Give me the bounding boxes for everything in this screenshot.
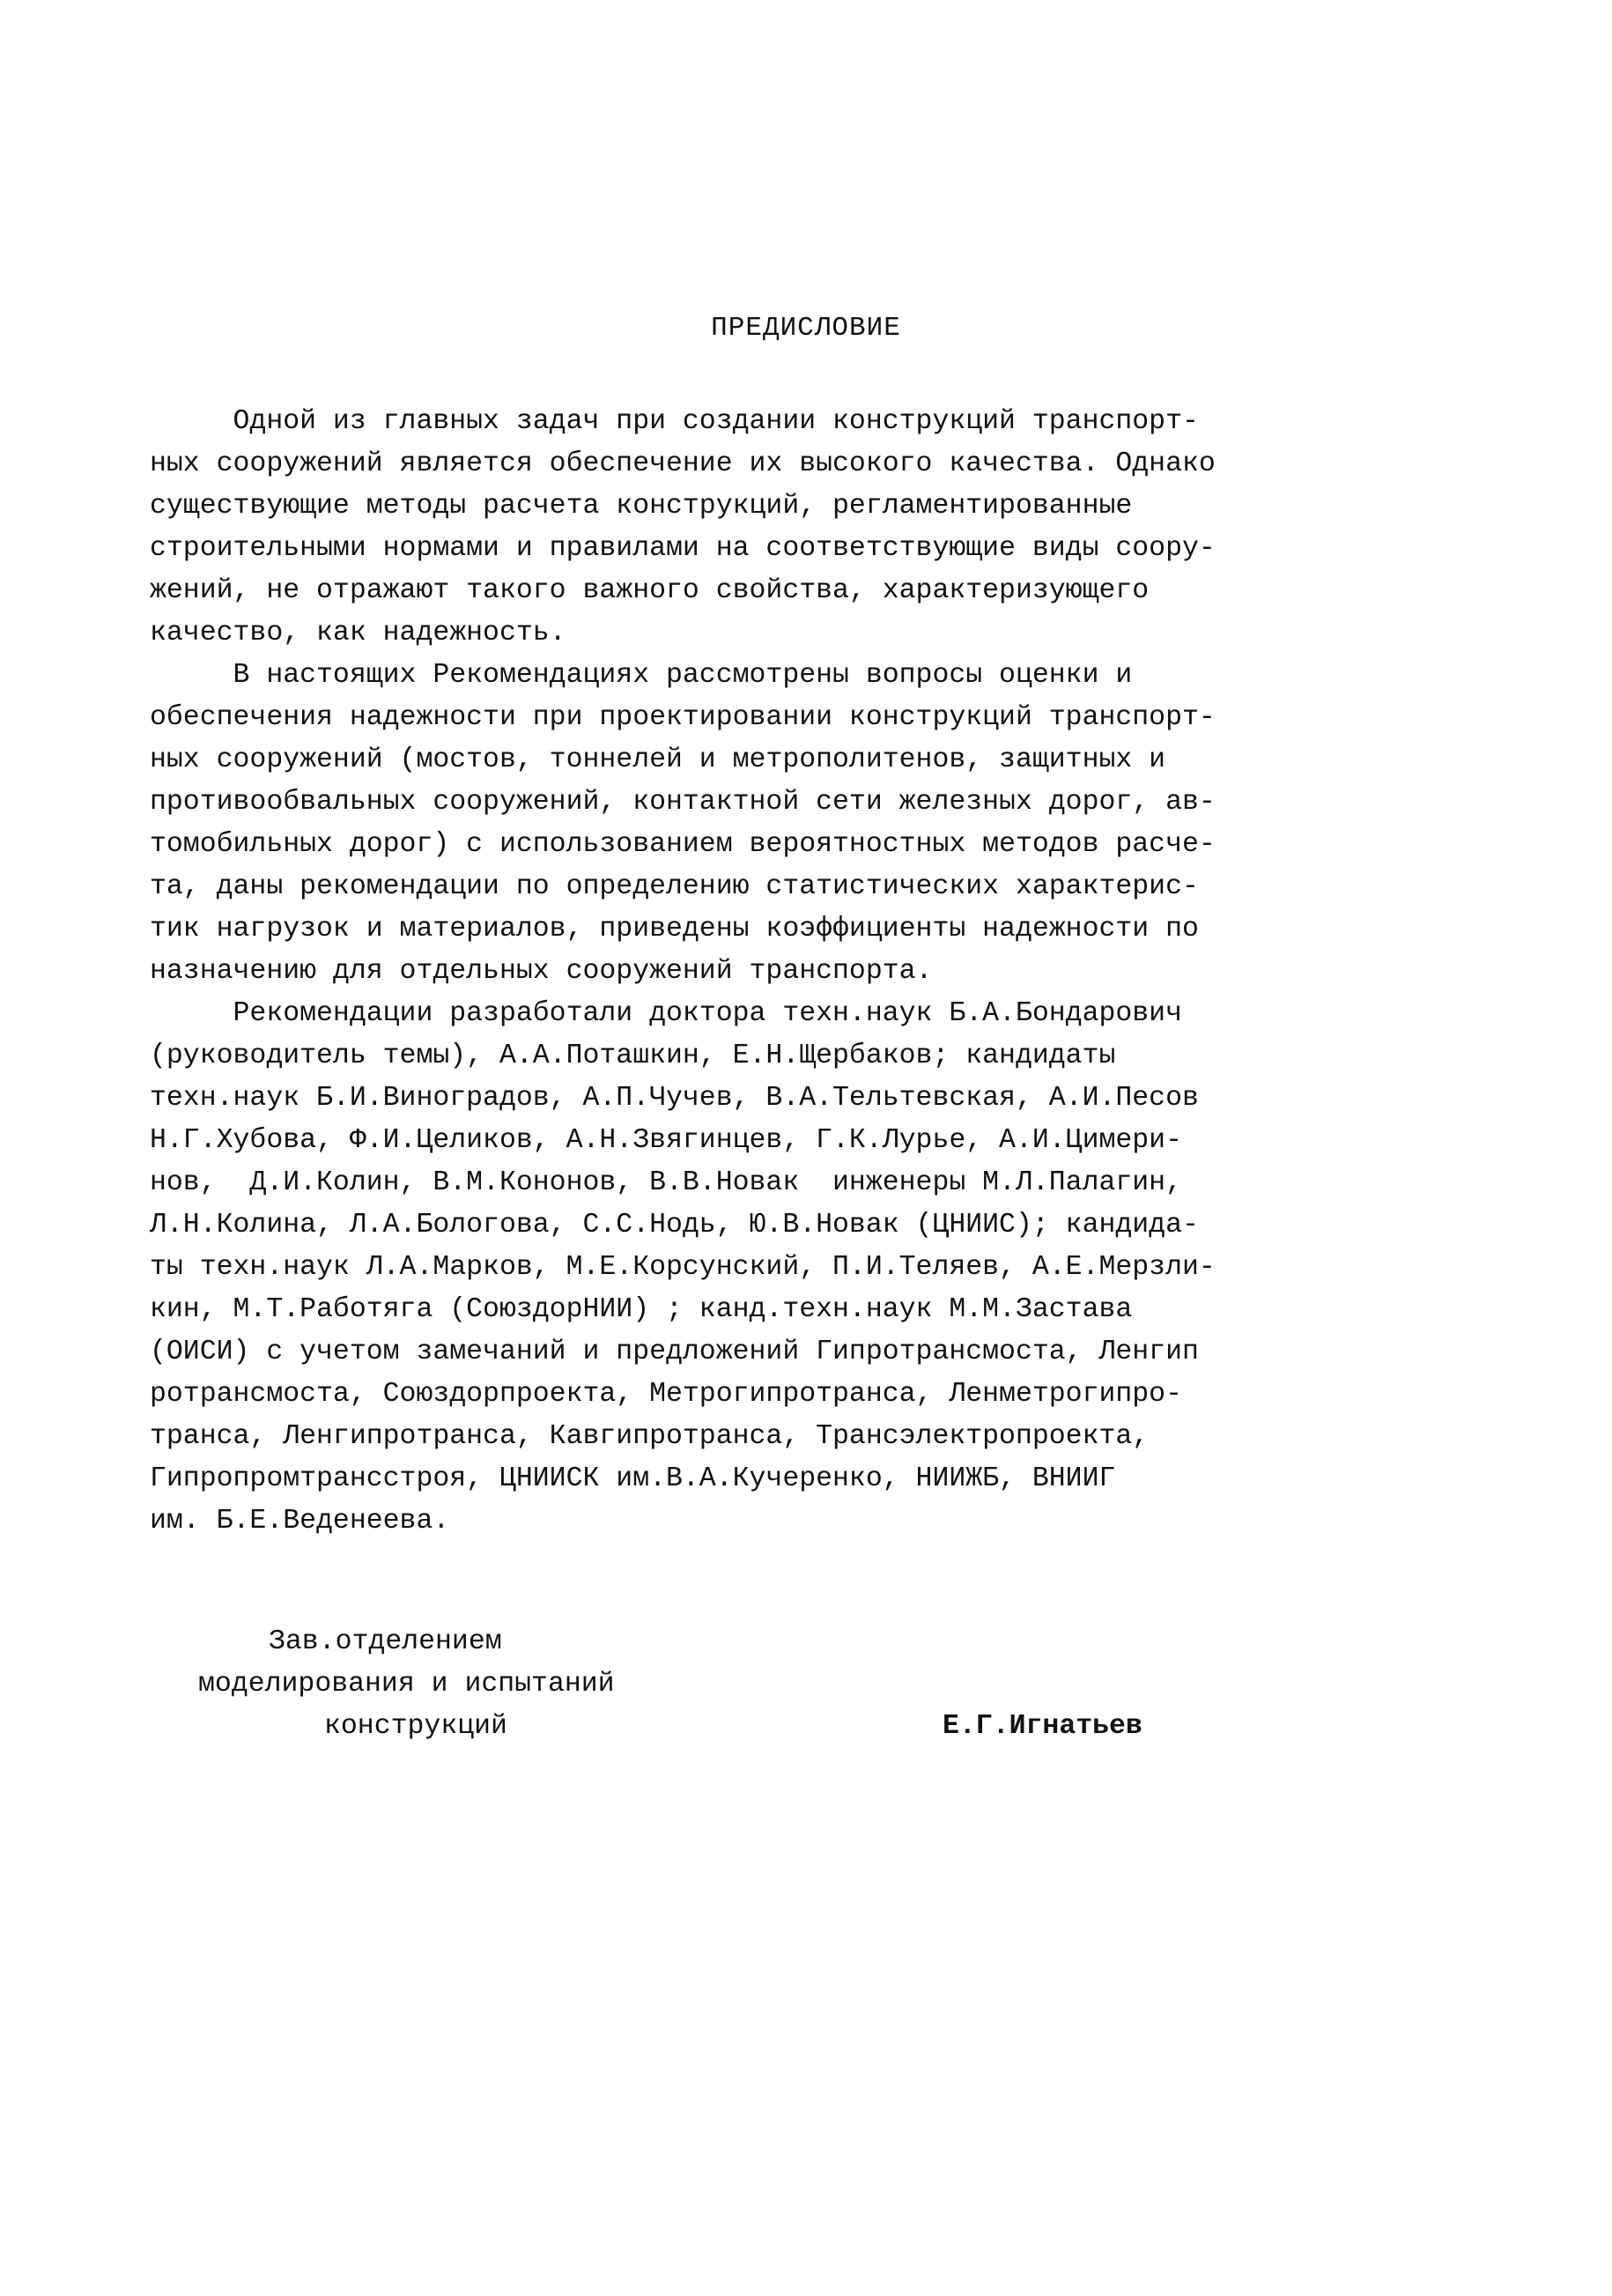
- body-line: транса, Ленгипротранса, Кавгипротранса, Трансэлектропроекта,: [150, 1421, 1150, 1452]
- body-line: (руководитель темы), А.А.Поташкин, Е.Н.Щербаков; кандидаты: [150, 1041, 1116, 1071]
- body-line: ных сооружений (мостов, тоннелей и метрополитенов, защитных и: [150, 744, 1166, 775]
- signature-position-line: моделирования и испытаний: [198, 1669, 615, 1700]
- body-line: кин, М.Т.Работяга (СоюздорНИИ) ; канд.техн.наук М.М.Застава: [150, 1294, 1133, 1325]
- body-line: строительными нормами и правилами на соответствующие виды соору-: [150, 533, 1216, 564]
- body-line: обеспечения надежности при проектировании конструкций транспорт-: [150, 702, 1216, 733]
- signature-name: Е.Г.Игнатьев: [943, 1711, 1142, 1742]
- body-line: Одной из главных задач при создании конструкций транспорт-: [150, 406, 1199, 437]
- body-line: существующие методы расчета конструкций, регламентированные: [150, 491, 1133, 522]
- signature-position-line: Зав.отделением: [269, 1626, 502, 1657]
- body-line: та, даны рекомендации по определению статистических характерис-: [150, 871, 1199, 902]
- signature-position-line: конструкций: [324, 1711, 507, 1742]
- body-line: им. Б.Е.Веденеева.: [150, 1506, 450, 1537]
- body-line: томобильных дорог) с использованием вероятностных методов расче-: [150, 829, 1216, 860]
- body-line: Рекомендации разработали доктора техн.наук Б.А.Бондарович: [150, 998, 1182, 1029]
- body-line: Н.Г.Хубова, Ф.И.Целиков, А.Н.Звягинцев, Г.К.Лурье, А.И.Цимери-: [150, 1125, 1182, 1156]
- body-line: противообвальных сооружений, контактной сети железных дорог, ав-: [150, 787, 1216, 818]
- page-title: ПРЕДИСЛОВИЕ: [711, 313, 901, 344]
- body-line: техн.наук Б.И.Виноградов, А.П.Чучев, В.А.Тельтевская, А.И.Песов: [150, 1083, 1199, 1114]
- body-line: назначению для отдельных сооружений транспорта.: [150, 956, 933, 987]
- body-line: Гипропромтрансстроя, ЦНИИСК им.В.А.Кучеренко, НИИЖБ, ВНИИГ: [150, 1463, 1116, 1494]
- body-line: ты техн.наук Л.А.Марков, М.Е.Корсунский, П.И.Теляев, А.Е.Мерзли-: [150, 1252, 1216, 1283]
- body-line: жений, не отражают такого важного свойства, характеризующего: [150, 575, 1150, 606]
- body-line: (ОИСИ) с учетом замечаний и предложений Гипротрансмоста, Ленгип: [150, 1337, 1199, 1367]
- body-line: Л.Н.Колина, Л.А.Бологова, С.С.Нодь, Ю.В.Новак (ЦНИИС); кандида-: [150, 1210, 1199, 1241]
- body-line: В настоящих Рекомендациях рассмотрены вопросы оценки и: [150, 660, 1133, 691]
- body-line: нов, Д.И.Колин, В.М.Кононов, В.В.Новак инженеры М.Л.Палагин,: [150, 1167, 1182, 1198]
- body-line: ных сооружений является обеспечение их высокого качества. Однако: [150, 448, 1216, 479]
- body-line: тик нагрузок и материалов, приведены коэффициенты надежности по: [150, 914, 1199, 944]
- body-line: качество, как надежность.: [150, 618, 566, 648]
- body-line: ротрансмоста, Союздорпроекта, Метрогипротранса, Ленметрогипро-: [150, 1379, 1182, 1410]
